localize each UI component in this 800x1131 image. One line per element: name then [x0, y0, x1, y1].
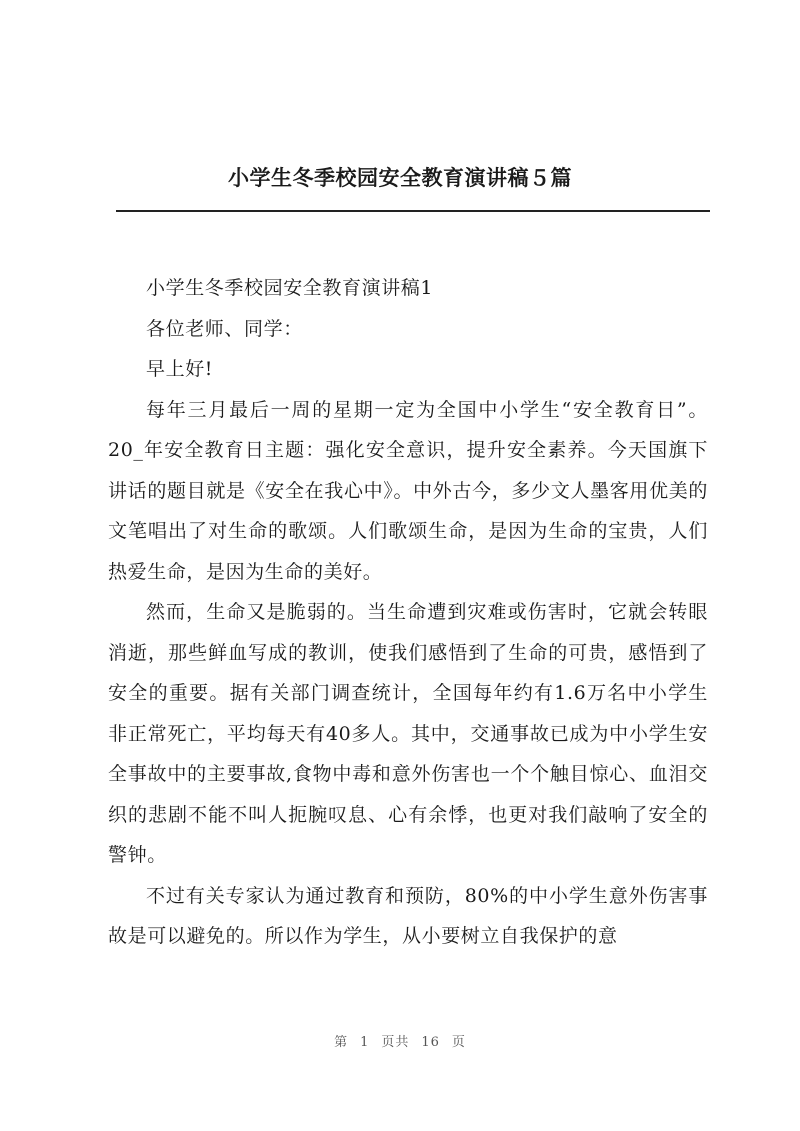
body-paragraph: 每年三月最后一周的星期一定为全国中小学生“安全教育日”。20_年安全教育日主题：强化安全意识，提升安全素养。今天国旗下讲话的题目就是《安全在我心中》。中外古今，多少文人墨客用优美的文笔唱出了对生命的歌颂。人们歌颂生命，是因为生命的宝贵，人们热爱生命，是因为生命的美好。 — [108, 398, 708, 583]
total-pages-number: 16 — [421, 1035, 440, 1050]
current-page-number: 1 — [360, 1035, 370, 1050]
title-divider — [116, 210, 710, 212]
body-paragraph: 不过有关专家认为通过教育和预防，80%的中小学生意外伤害事故是可以避免的。所以作为学生，从小要树立自我保护的意 — [108, 884, 708, 947]
document-body — [108, 268, 708, 957]
page-label-mid: 页共 — [381, 1035, 410, 1050]
document-title: 小学生冬季校园安全教育演讲稿５篇 — [228, 165, 572, 190]
body-paragraph: 然而，生命又是脆弱的。当生命遭到灾难或伤害时，它就会转眼消逝，那些鲜血写成的教训，使我们感悟到了生命的可贵，感悟到了安全的重要。据有关部门调查统计，全国每年约有1.6万名中小学生非正常死亡，平均每天有40多人。其中，交通事故已成为中小学生安全事故中的主要事故,食物中毒和意外伤害也一个个触目惊心、血泪交织的悲剧不能不叫人扼腕叹息、心有余悸，也更对我们敲响了安全的警钟。 — [108, 601, 708, 866]
page-label-prefix: 第 — [334, 1035, 349, 1050]
greeting: 早上好! — [146, 358, 214, 380]
page-label-suffix: 页 — [451, 1035, 466, 1050]
page-footer — [0, 1031, 800, 1050]
section-heading: 小学生冬季校园安全教育演讲稿1 — [146, 277, 434, 299]
salutation: 各位老师、同学： — [146, 317, 303, 340]
